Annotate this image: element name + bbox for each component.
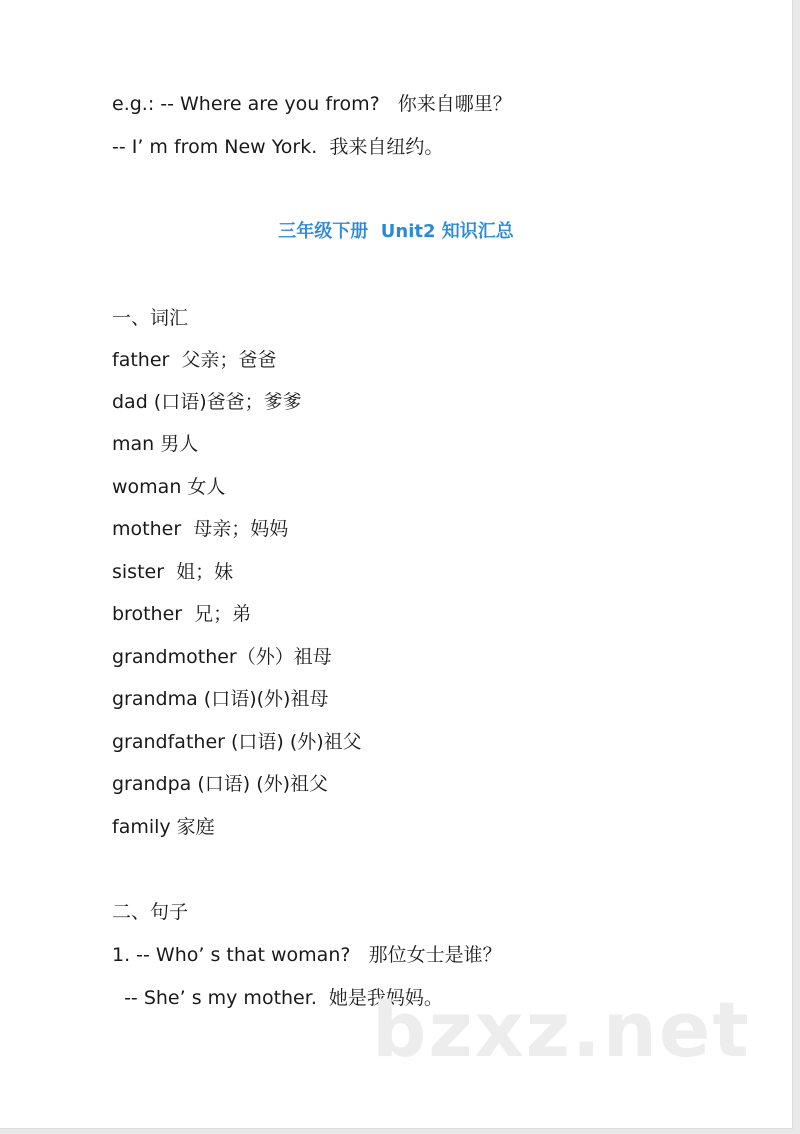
example-question: e.g.: -- Where are you from? 你来自哪里？: [112, 93, 512, 115]
example-answer: -- I’ m from New York. 我来自纽约。: [112, 136, 444, 158]
watermark: bzxz.net: [372, 985, 751, 1074]
vocab-item: grandmother（外）祖母: [112, 646, 332, 668]
sentence-item: 1. -- Who’ s that woman? 那位女士是谁？: [112, 944, 502, 966]
vocab-heading: 一、词汇: [112, 307, 189, 329]
vocab-item: woman 女人: [112, 476, 226, 498]
vocab-item: grandfather (口语) (外)祖父: [112, 731, 362, 753]
vocab-item: family 家庭: [112, 816, 215, 838]
sentences-heading: 二、句子: [112, 901, 189, 923]
vocab-item: grandma (口语)(外)祖母: [112, 688, 329, 710]
vocab-item: grandpa (口语) (外)祖父: [112, 773, 329, 795]
vocab-item: mother 母亲；妈妈: [112, 518, 289, 540]
vocab-item: sister 姐；妹: [112, 561, 234, 583]
section-title: 三年级下册 Unit2 知识汇总: [278, 221, 514, 242]
vocab-item: man 男人: [112, 433, 199, 455]
vocab-item: dad (口语)爸爸；爹爹: [112, 391, 302, 413]
vocab-item: father 父亲；爸爸: [112, 349, 277, 371]
vocab-item: brother 兄；弟: [112, 603, 252, 625]
sentence-item: -- She’ s my mother. 她是我妈妈。: [112, 987, 443, 1009]
